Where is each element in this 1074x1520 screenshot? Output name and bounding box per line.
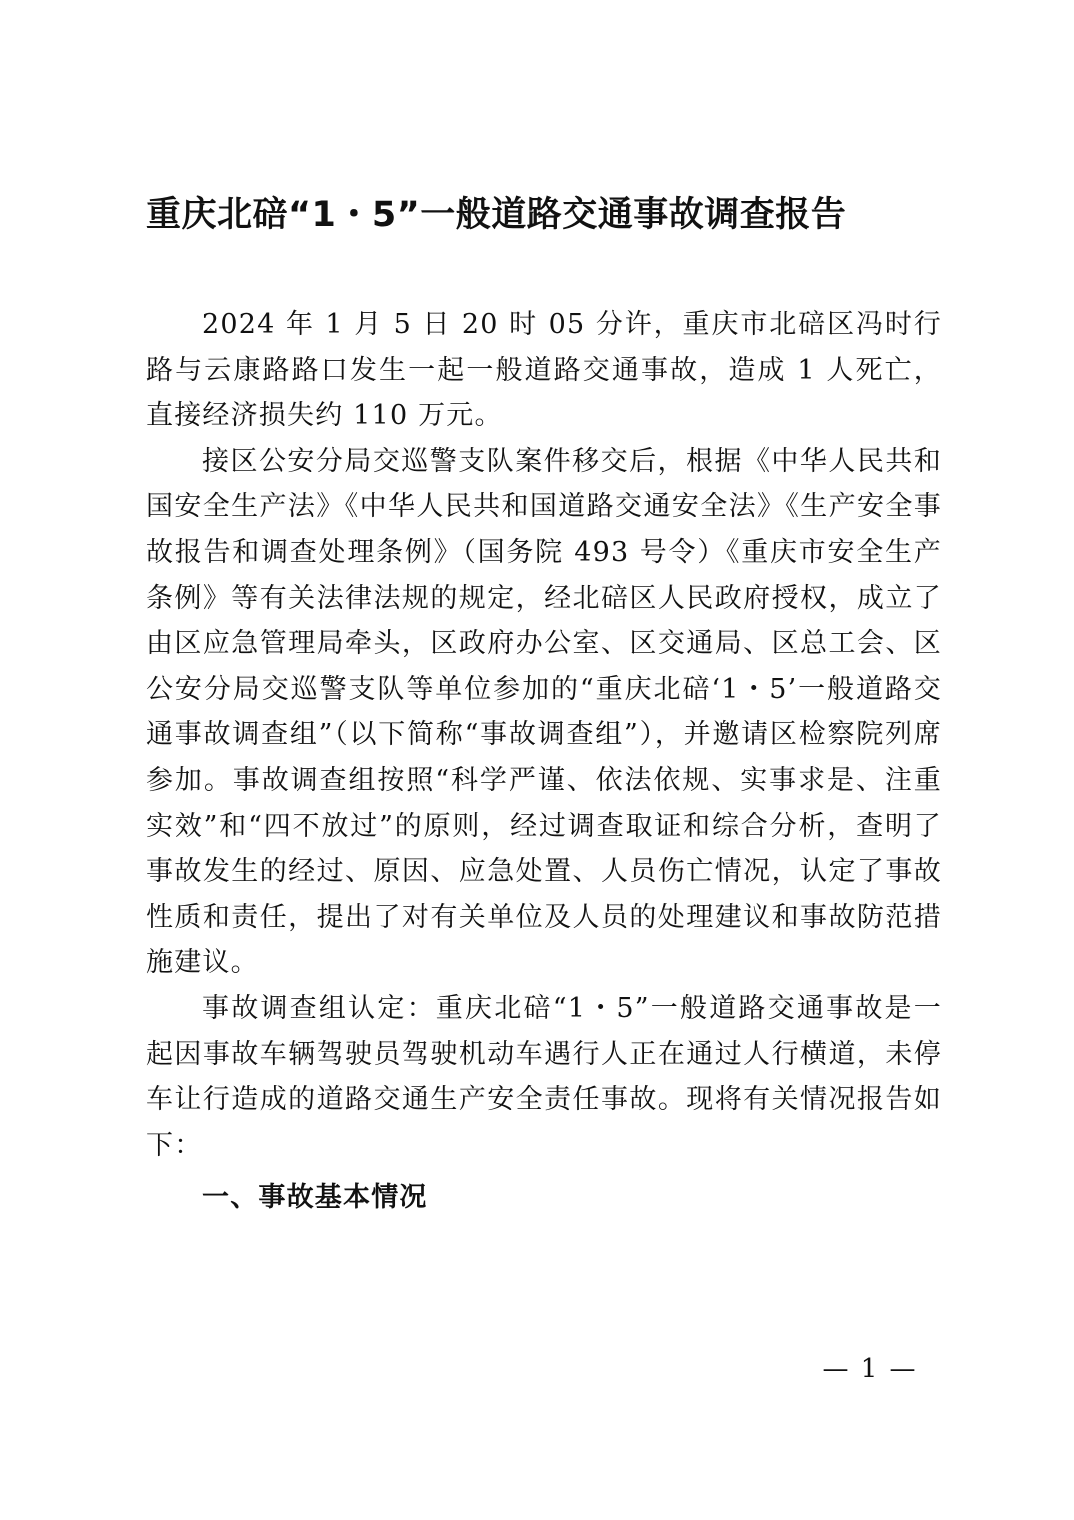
section-heading-basic-info: 一、事故基本情况 [202, 1182, 428, 1214]
report-title: 重庆北碚“1・5”一般道路交通事故调查报告 [146, 195, 847, 235]
paragraph-investigation-basis: 接区公安分局交巡警支队案件移交后，根据《中华人民共和国安全生产法》《中华人民共和国道路交通安全法》《生产安全事故报告和调查处理条例》（国务院 493 号令）《重庆市安全生产条例》等有关法律法规的规定，经北碚区人民政府授权，成立了由区应急管理局牵头，区政府办公室、区交通局、区总工会、区公安分局交巡警支队等单位参加的“重庆北碚‘1・5’一般道路交通事故调查组”（以下简称“事故调查组”），并邀请区检察院列席参加。事故调查组按照“科学严谨、依法依规、实事求是、注重实效”和“四不放过”的原则，经过调查取证和综合分析，查明了事故发生的经过、原因、应急处置、人员伤亡情况，认定了事故性质和责任，提出了对有关单位及人员的处理建议和事故防范措施建议。 [146, 445, 942, 979]
paragraph-investigation-finding: 事故调查组认定：重庆北碚“1・5”一般道路交通事故是一起因事故车辆驾驶员驾驶机动车遇行人正在通过人行横道，未停车让行造成的道路交通生产安全责任事故。现将有关情况报告如下： [146, 992, 942, 1161]
page-number: — 1 — [822, 1354, 918, 1384]
report-body [146, 302, 942, 1222]
paragraph-incident-summary: 2024 年 1 月 5 日 20 时 05 分许，重庆市北碚区冯时行路与云康路路口发生一起一般道路交通事故，造成 1 人死亡，直接经济损失约 110 万元。 [146, 309, 942, 432]
